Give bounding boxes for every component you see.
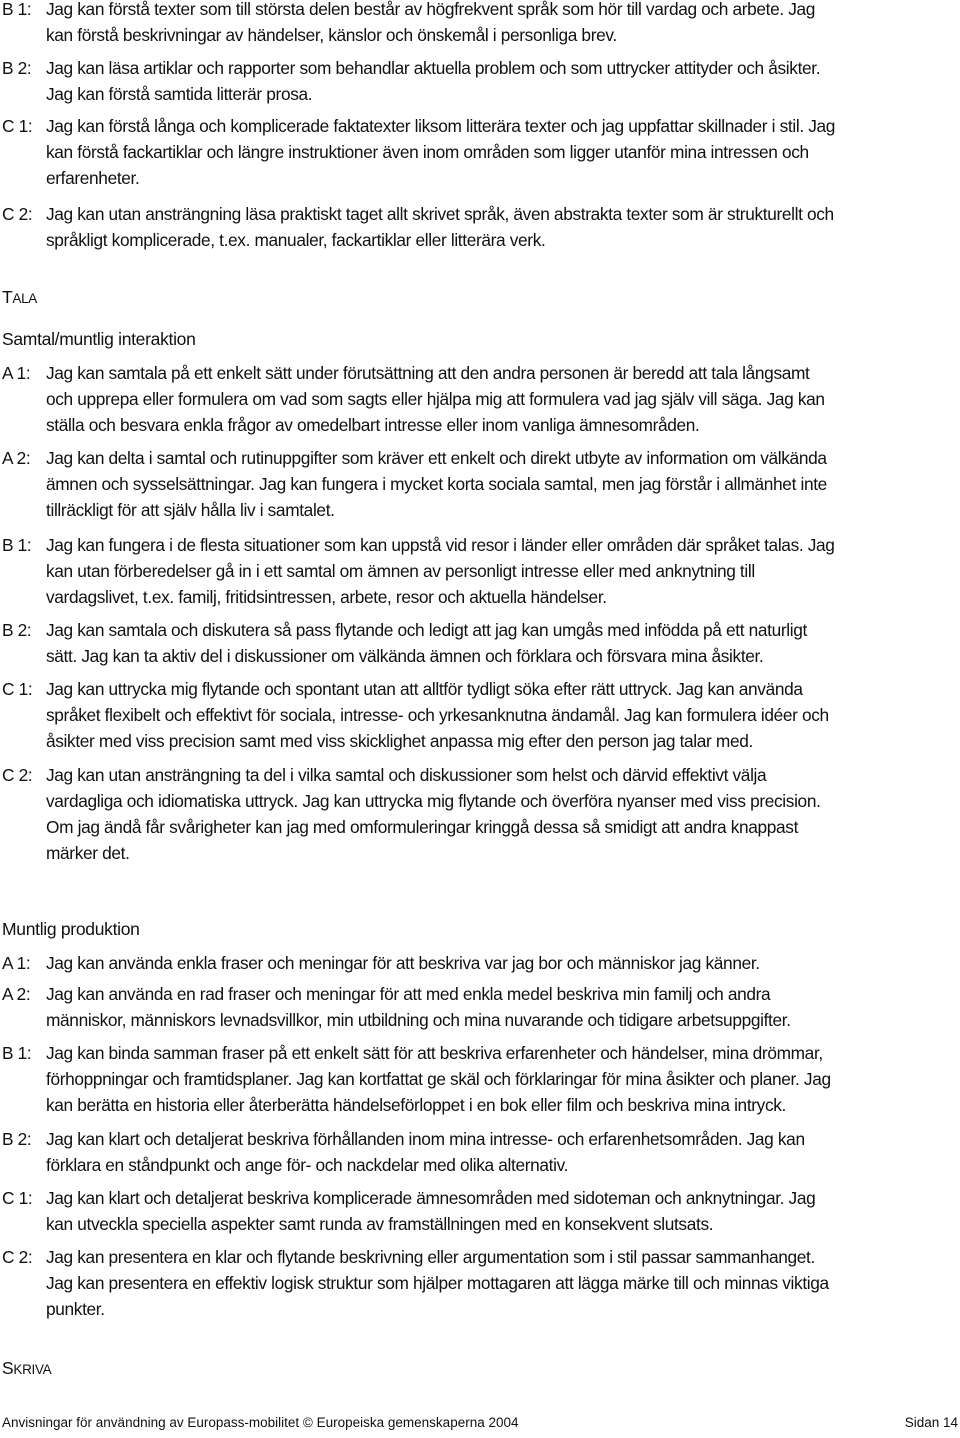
entry-line: Jag kan utan ansträngning ta del i vilka samtal och diskussioner som helst och därvid effektivt välja [46, 765, 767, 785]
produktion-entry-b2 [2, 1126, 958, 1178]
lasa-entry-c1 [2, 113, 958, 191]
lasa-entry-b1 [2, 0, 958, 48]
entry-line: kan förstå beskrivningar av händelser, känslor och önskemål i personliga brev. [46, 25, 617, 45]
heading-initial: T [2, 287, 13, 307]
heading-rest: KRIVA [13, 1362, 52, 1377]
entry-line: Jag kan samtala och diskutera så pass flytande och ledigt att jag kan umgås med infödda på ett naturligt [46, 620, 807, 640]
entry-line: språkligt komplicerade, t.ex. manualer, fackartiklar eller litterära verk. [46, 230, 546, 250]
entry-line: Om jag ändå får svårigheter kan jag med omformuleringar kringgå dessa så smidigt att andra knappast [46, 817, 799, 837]
level-label: B 1: [2, 535, 32, 555]
section-heading-tala [2, 284, 37, 312]
subheading-produktion: Muntlig produktion [2, 919, 140, 939]
entry-line: kan berätta en historia eller återberätta händelseförloppet i en bok eller film och beskriva mina intryck. [46, 1095, 787, 1115]
entry-line: Jag kan förstå texter som till största delen består av högfrekvent språk som hör till vardag och arbete. Jag [46, 0, 816, 19]
entry-line: Jag kan fungera i de flesta situationer som kan uppstå vid resor i länder eller områden där språket talas. Jag [46, 535, 835, 555]
entry-line: Jag kan förstå långa och komplicerade faktatexter liksom litterära texter och jag uppfattar skillnader i stil. Jag [46, 116, 836, 136]
entry-line: förklara en ståndpunkt och ange för- och nackdelar med olika alternativ. [46, 1155, 569, 1175]
entry-line: Jag kan uttrycka mig flytande och spontant utan att alltför tydligt söka efter rätt uttryck. Jag kan använda [46, 679, 803, 699]
entry-line: Jag kan klart och detaljerat beskriva komplicerade ämnesområden med sidoteman och anknytningar. Jag [46, 1188, 816, 1208]
entry-line: ställa och besvara enkla frågor av omedelbart intresse eller inom vanliga ämnesområden. [46, 415, 700, 435]
lasa-entry-b2 [2, 55, 958, 107]
entry-line: förhoppningar och framtidsplaner. Jag kan kortfattat ge skäl och förklaringar för mina åsikter och planer. Jag [46, 1069, 831, 1089]
entry-line: Jag kan presentera en klar och flytande beskrivning eller argumentation som i stil passar sammanhanget. [46, 1247, 815, 1267]
produktion-entry-b1 [2, 1040, 958, 1118]
entry-line: sätt. Jag kan ta aktiv del i diskussioner om välkända ämnen och förklara och försvara mina åsikter. [46, 646, 764, 666]
entry-line: märker det. [46, 843, 130, 863]
level-label: B 2: [2, 58, 32, 78]
entry-line: erfarenheter. [46, 168, 140, 188]
entry-line: Jag kan utan ansträngning läsa praktiskt taget allt skrivet språk, även abstrakta texter som är strukturellt och [46, 204, 834, 224]
entry-line: Jag kan läsa artiklar och rapporter som behandlar aktuella problem och som uttrycker attityder och åsikter. [46, 58, 821, 78]
heading-rest: ALA [12, 291, 38, 306]
level-label: C 2: [2, 204, 33, 224]
level-label: A 2: [2, 448, 31, 468]
samtal-entry-a1 [2, 360, 958, 438]
level-label: A 1: [2, 953, 31, 973]
level-label: C 1: [2, 1188, 33, 1208]
level-label: A 1: [2, 363, 31, 383]
level-label: C 2: [2, 765, 33, 785]
entry-line: språket flexibelt och effektivt för sociala, intresse- och yrkesanknutna ändamål. Jag kan formulera idéer och [46, 705, 829, 725]
entry-line: Jag kan presentera en effektiv logisk struktur som hjälper mottagaren att lägga märke till och minnas viktiga [46, 1273, 829, 1293]
produktion-entry-c1 [2, 1185, 958, 1237]
heading-initial: S [2, 1358, 14, 1378]
entry-line: kan förstå fackartiklar och längre instruktioner även inom områden som ligger utanför mina intressen och [46, 142, 809, 162]
entry-line: Jag kan binda samman fraser på ett enkelt sätt för att beskriva erfarenheter och händelser, mina drömmar, [46, 1043, 823, 1063]
level-label: B 1: [2, 1043, 32, 1063]
entry-line: Jag kan delta i samtal och rutinuppgifter som kräver ett enkelt och direkt utbyte av information om välkända [46, 448, 827, 468]
entry-line: Jag kan använda enkla fraser och meningar för att beskriva var jag bor och människor jag känner. [46, 953, 760, 973]
entry-line: människor, människors levnadsvillkor, min utbildning och mina nuvarande och tidigare arbetsuppgifter. [46, 1010, 791, 1030]
level-label: B 2: [2, 1129, 32, 1149]
entry-line: ämnen och sysselsättningar. Jag kan fungera i mycket korta sociala samtal, men jag förstår i allmänhet inte [46, 474, 827, 494]
samtal-entry-a2 [2, 445, 958, 523]
level-label: B 1: [2, 0, 32, 19]
entry-line: Jag kan använda en rad fraser och meningar för att med enkla medel beskriva min familj och andra [46, 984, 771, 1004]
samtal-entry-b1 [2, 532, 958, 610]
entry-line: punkter. [46, 1299, 105, 1319]
entry-line: åsikter med viss precision samt med viss skicklighet anpassa mig efter den person jag talar med. [46, 731, 753, 751]
entry-line: Jag kan klart och detaljerat beskriva förhållanden inom mina intresse- och erfarenhetsområden. Jag kan [46, 1129, 805, 1149]
entry-line: vardagliga och idiomatiska uttryck. Jag kan uttrycka mig flytande och överföra nyanser med viss precision. [46, 791, 821, 811]
produktion-entry-c2 [2, 1244, 958, 1322]
page-number: Sidan 14 [904, 1415, 958, 1430]
entry-line: och upprepa eller formulera om vad som sagts eller hjälpa mig att formulera vad jag själv vill säga. Jag kan [46, 389, 825, 409]
samtal-entry-c2 [2, 762, 958, 866]
level-label: C 2: [2, 1247, 33, 1267]
footer-copyright: Anvisningar för användning av Europass-mobilitet © Europeiska gemenskaperna 2004 [2, 1415, 519, 1430]
entry-line: kan utan förberedelser gå in i ett samtal om ämnen av personligt intresse eller med anknytning till [46, 561, 755, 581]
level-label: A 2: [2, 984, 31, 1004]
produktion-entry-a2 [2, 981, 958, 1033]
entry-line: vardagslivet, t.ex. familj, fritidsintressen, arbete, resor och aktuella händelser. [46, 587, 607, 607]
section-heading-skriva [2, 1355, 51, 1383]
level-label: C 1: [2, 116, 33, 136]
subheading-samtal: Samtal/muntlig interaktion [2, 329, 196, 349]
samtal-entry-c1 [2, 676, 958, 754]
produktion-entry-a1 [2, 950, 958, 976]
level-label: B 2: [2, 620, 32, 640]
entry-line: tillräckligt för att själv hålla liv i samtalet. [46, 500, 335, 520]
samtal-entry-b2 [2, 617, 958, 669]
level-label: C 1: [2, 679, 33, 699]
entry-line: Jag kan samtala på ett enkelt sätt under förutsättning att den andra personen är beredd att tala långsamt [46, 363, 810, 383]
entry-line: kan utveckla speciella aspekter samt runda av framställningen med en konsekvent slutsats. [46, 1214, 714, 1234]
entry-line: Jag kan förstå samtida litterär prosa. [46, 84, 313, 104]
lasa-entry-c2 [2, 201, 958, 253]
